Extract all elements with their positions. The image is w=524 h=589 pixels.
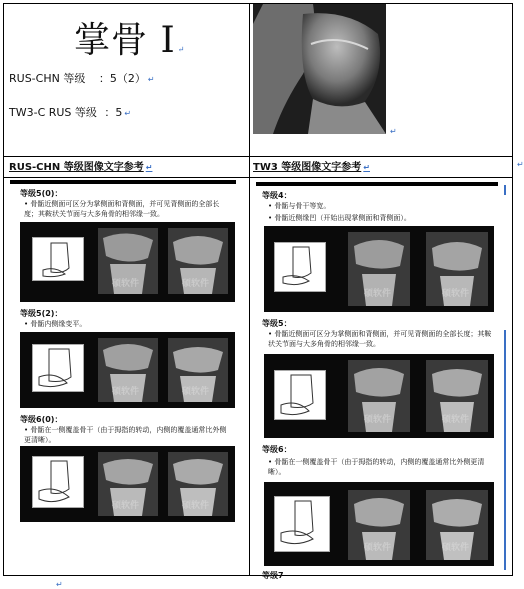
paragraph-return-icon: ↵ — [517, 160, 524, 169]
rus-value: ：5（2） — [98, 72, 146, 85]
description-text: 骨骺近侧面可区分为掌侧面和背侧面，并可见背侧面的全部长度；其鞍状关节面与大多角骨的相邻缘一致。 — [24, 200, 220, 218]
bone-sketch-image — [274, 242, 326, 292]
description-text: 骨骺内侧缘变平。 — [30, 320, 87, 328]
bone-sketch-image — [32, 237, 84, 281]
title-text: 掌骨 I — [74, 20, 176, 61]
reference-xray-thumbnail — [348, 232, 410, 306]
rus-label: RUS-CHN 等级 — [9, 72, 86, 85]
bullet-dot-icon: • — [268, 330, 275, 338]
scroll-indicator — [504, 330, 506, 570]
watermark-text: 硕软件 — [442, 415, 470, 425]
reference-xray-thumbnail — [168, 338, 228, 402]
scroll-indicator — [504, 185, 506, 195]
reference-image-strip — [264, 354, 494, 438]
watermark-text: 硕软件 — [182, 279, 210, 289]
patient-xray-image — [253, 4, 386, 134]
bullet-dot-icon: • — [24, 200, 31, 208]
grade-label: 等级5(0)： — [20, 189, 63, 198]
tw3-reference-panel — [256, 182, 498, 580]
grade-label: 等级6： — [262, 445, 292, 454]
paragraph-return-icon: ↵ — [124, 109, 132, 118]
right-section-heading — [253, 158, 370, 173]
reference-image-strip — [20, 332, 235, 408]
bone-sketch-image — [274, 370, 326, 420]
table-divider-vertical — [249, 4, 250, 575]
reference-xray-thumbnail — [98, 228, 158, 294]
page-title — [74, 12, 185, 63]
watermark-text: 硕软件 — [364, 543, 392, 553]
reference-image-strip — [20, 446, 235, 522]
reference-image-strip — [264, 482, 494, 566]
description-text: 骨骺近侧面可区分为掌侧面和背侧面，并可见背侧面的全部长度；其鞍状关节面与大多角骨的相邻缘一致。 — [268, 330, 492, 348]
grade-description — [268, 457, 493, 477]
watermark-text: 硕软件 — [112, 501, 140, 511]
reference-xray-thumbnail — [426, 360, 488, 432]
table-divider-row2 — [4, 177, 512, 178]
right-heading-text: TW3 等级图像文字参考 — [253, 162, 362, 173]
grade-label: 等级6(0)： — [20, 415, 63, 424]
left-heading-text: RUS-CHN 等级图像文字参考 — [9, 162, 144, 173]
paragraph-return-icon: ↵ — [147, 75, 155, 84]
watermark-text: 硕软件 — [442, 289, 470, 299]
bullet-dot-icon: • — [268, 458, 275, 466]
bone-sketch-image — [274, 496, 330, 552]
watermark-text: 硕软件 — [364, 289, 392, 299]
paragraph-return-icon: ↵ — [363, 163, 370, 172]
watermark-text: 硕软件 — [182, 501, 210, 511]
grade-description — [268, 213, 488, 223]
grade-description — [268, 329, 493, 349]
grade-label: 等级4： — [262, 191, 292, 200]
tw3-label: TW3-C RUS 等级 — [9, 106, 97, 119]
description-text: 骨骺在一侧覆盖骨干（由于拇指的转动，内侧的覆盖通常比外侧更清晰）。 — [268, 458, 485, 476]
bullet-dot-icon: • — [24, 426, 31, 434]
reference-xray-thumbnail — [426, 490, 488, 560]
grade-label-cut: 等级7 — [262, 571, 284, 580]
bone-sketch-image — [32, 456, 84, 508]
tw3-grade-line — [9, 104, 131, 120]
description-text: 骨骺与骨干等宽。 — [274, 202, 331, 210]
watermark-text: 硕软件 — [182, 387, 210, 397]
paragraph-return-icon: ↵ — [390, 127, 397, 136]
bone-sketch-image — [32, 344, 84, 392]
grade-label: 等级5(2)： — [20, 309, 63, 318]
grade-description — [24, 425, 229, 445]
rus-grade-line — [9, 70, 155, 86]
left-section-heading — [9, 158, 152, 173]
reference-xray-thumbnail — [426, 232, 488, 306]
grade-description — [24, 319, 224, 329]
reference-image-strip — [20, 222, 235, 302]
grade-description — [24, 199, 224, 219]
table-divider-row1 — [4, 156, 512, 157]
paragraph-return-icon: ↵ — [145, 163, 153, 172]
reference-xray-thumbnail — [98, 338, 158, 402]
watermark-text: 硕软件 — [112, 387, 140, 397]
reference-xray-thumbnail — [168, 452, 228, 516]
reference-xray-thumbnail — [98, 452, 158, 516]
reference-xray-thumbnail — [348, 490, 410, 560]
bullet-dot-icon: • — [268, 214, 275, 222]
reference-xray-thumbnail — [348, 360, 410, 432]
watermark-text: 硕软件 — [364, 415, 392, 425]
reference-image-strip — [264, 226, 494, 312]
grade-description — [268, 201, 488, 211]
bullet-dot-icon: • — [268, 202, 275, 210]
description-text: 骨骺近侧缘凹（开始出现掌侧面和背侧面）。 — [274, 214, 411, 222]
tw3-value: ：5 — [104, 106, 123, 119]
watermark-text: 硕软件 — [112, 279, 140, 289]
bullet-dot-icon: • — [24, 320, 31, 328]
reference-xray-thumbnail — [168, 228, 228, 294]
description-text: 骨骺在一侧覆盖骨干（由于拇指的转动，内侧的覆盖通常比外侧更清晰）。 — [24, 426, 227, 444]
paragraph-return-icon: ↵ — [56, 580, 63, 589]
rus-reference-panel — [10, 180, 236, 521]
watermark-text: 硕软件 — [442, 543, 470, 553]
grade-label: 等级5： — [262, 319, 292, 328]
paragraph-return-icon: ↵ — [177, 45, 186, 54]
